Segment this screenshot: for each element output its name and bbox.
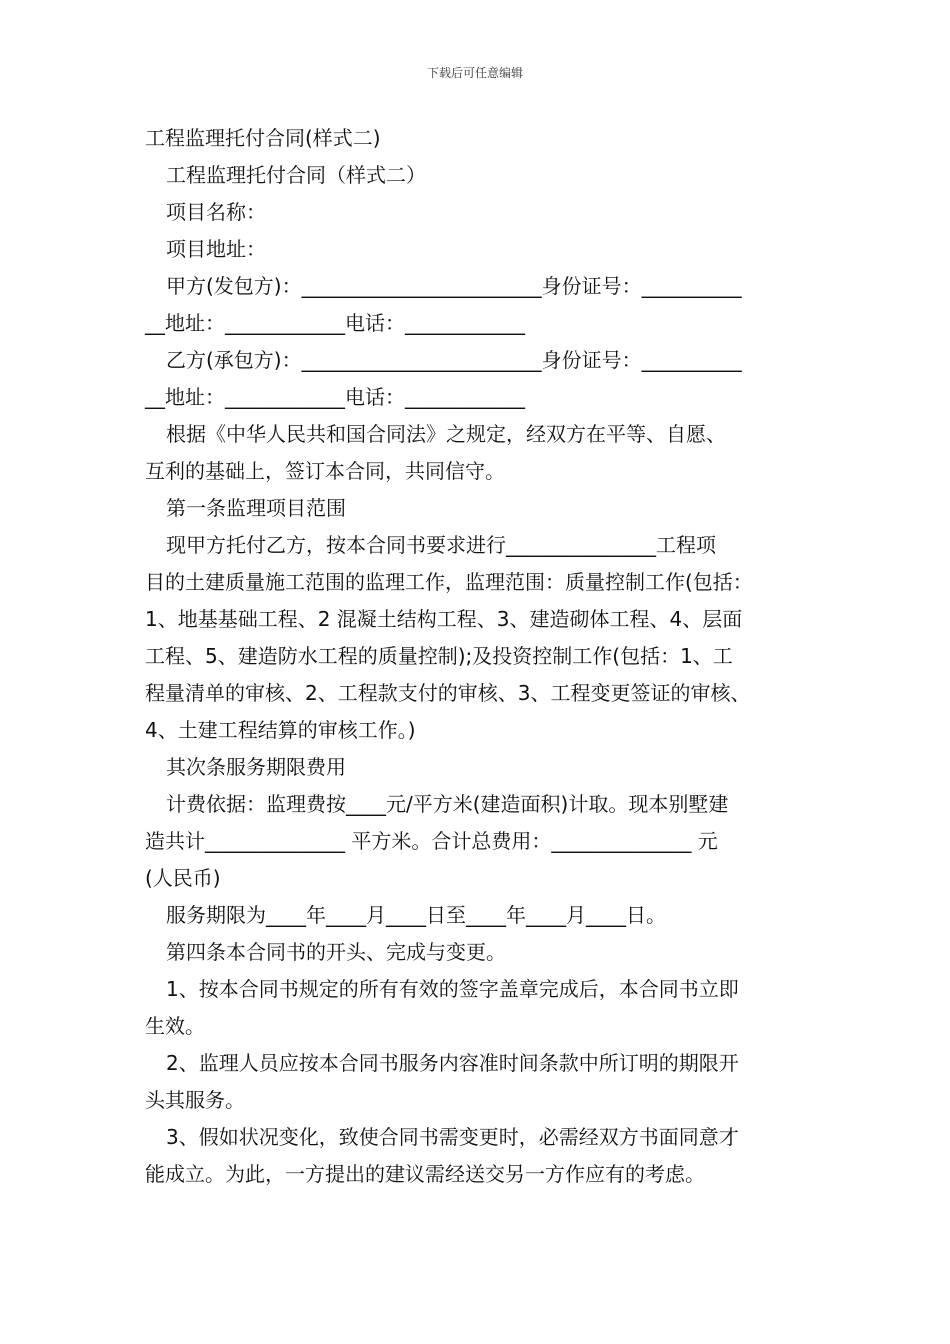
document-line: 2、监理人员应按本合同书服务内容准时间条款中所订明的期限开 (166, 1051, 739, 1075)
document-line: 乙方(承包方)：________________________身份证号：__________ (166, 348, 742, 372)
document-line: (人民币) (145, 866, 221, 890)
document-line: 头其服务。 (145, 1088, 245, 1112)
document-line: 程量清单的审核、2、工程款支付的审核、3、工程变更签证的审核、 (145, 681, 751, 705)
document-line: __地址：____________电话：____________ (145, 385, 525, 409)
document-line: 项目地址： (166, 237, 266, 261)
document-title: 工程监理托付合同(样式二) (145, 126, 381, 150)
document-line: 1、按本合同书规定的所有有效的签字盖章完成后，本合同书立即 (166, 977, 739, 1001)
document-line: 4、土建工程结算的审核工作。) (145, 718, 416, 742)
document-line: 目的土建质量施工范围的监理工作，监理范围：质量控制工作(包括： (145, 570, 753, 594)
document-line: 服务期限为____年____月____日至____年____月____日。 (166, 903, 666, 927)
document-line: 生效。 (145, 1014, 205, 1038)
document-line: 现甲方托付乙方，按本合同书要求进行_______________工程项 (166, 533, 716, 557)
page-header: 下载后可任意编辑 (426, 66, 523, 80)
document-line: 其次条服务期限费用 (166, 755, 346, 779)
document-line: 互利的基础上，签订本合同，共同信守。 (145, 459, 505, 483)
document-line: 根据《中华人民共和国合同法》之规定，经双方在平等、自愿、 (166, 422, 726, 446)
document-line: 3、假如状况变化，致使合同书需变更时，必需经双方书面同意才 (166, 1125, 739, 1149)
document-line: 第四条本合同书的开头、完成与变更。 (166, 940, 506, 964)
document-line: __地址：____________电话：____________ (145, 311, 525, 335)
document-line: 甲方(发包方)：________________________身份证号：__________ (166, 274, 742, 298)
document-line: 1、地基基础工程、2 混凝土结构工程、3、建造砌体工程、4、层面 (145, 607, 743, 631)
document-line: 能成立。为此，一方提出的建议需经送交另一方作应有的考虑。 (145, 1162, 705, 1186)
document-line: 第一条监理项目范围 (166, 496, 346, 520)
document-line: 计费依据：监理费按____元/平方米(建造面积)计取。现本别墅建 (166, 792, 729, 816)
document-line: 项目名称： (166, 200, 266, 224)
document-line: 工程监理托付合同（样式二） (166, 163, 426, 187)
document-line: 工程、5、建造防水工程的质量控制);及投资控制工作(包括：1、工 (145, 644, 733, 668)
document-line: 造共计______________ 平方米。合计总费用：______________ 元 (145, 829, 718, 853)
document-body (145, 120, 825, 1193)
